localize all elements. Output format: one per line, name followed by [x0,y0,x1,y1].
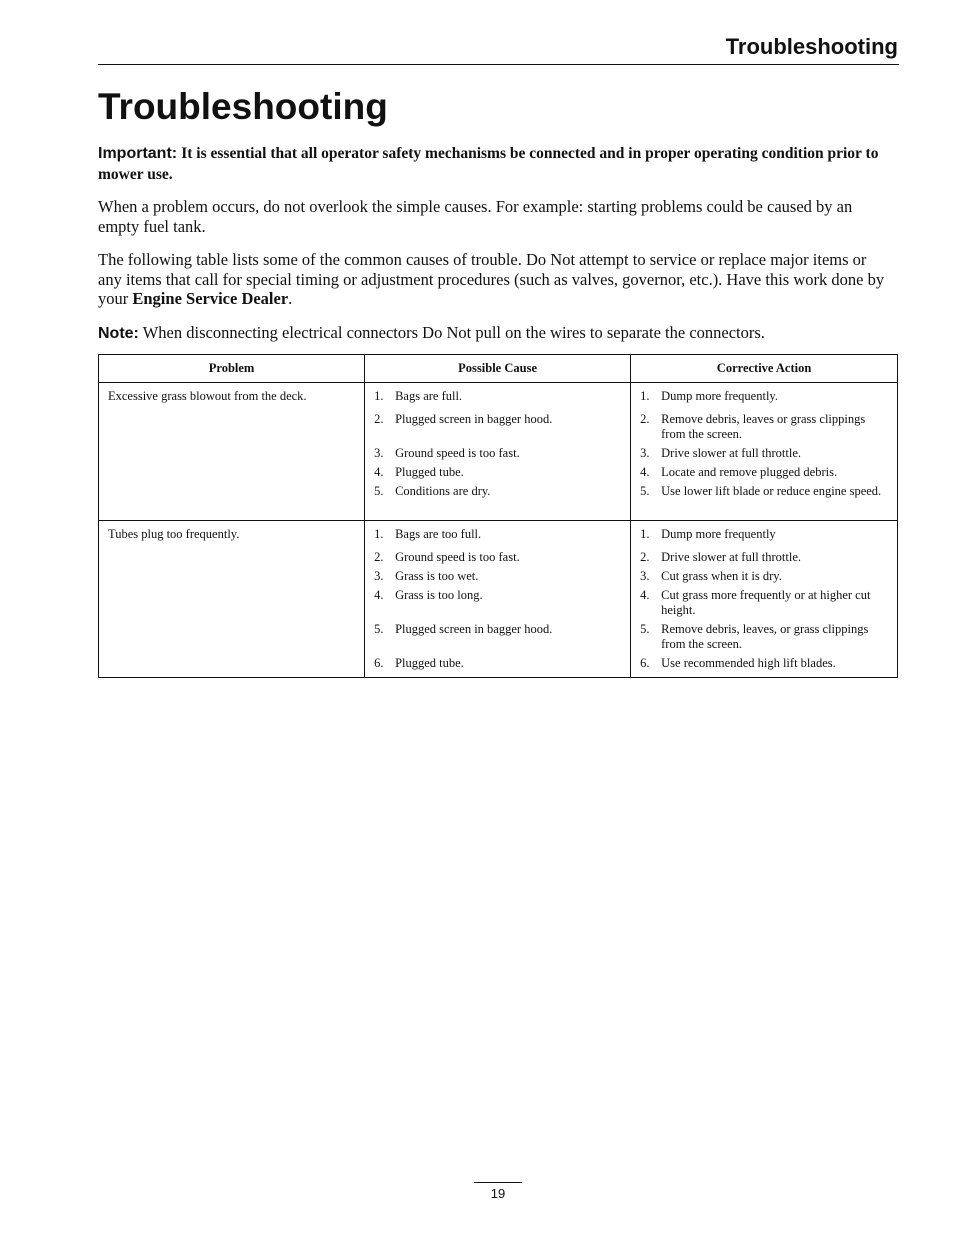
action-cell [631,521,898,678]
item-number: 1. [374,527,384,541]
item-number: 1. [640,527,650,541]
action-text: Use lower lift blade or reduce engine speed. [661,484,882,498]
list-item [640,569,889,588]
important-label: Important: [98,145,178,162]
list-item [374,622,622,656]
list-item [640,550,889,569]
list-item [640,622,889,656]
list-item [374,465,622,484]
list-item [374,484,622,514]
important-notice [98,143,893,184]
list-item [374,588,622,622]
item-number: 5. [374,622,384,636]
header-possible-cause: Possible Cause [365,355,631,383]
cause-text: Conditions are dry. [395,484,491,498]
cause-text: Plugged tube. [395,656,464,670]
note-label: Note: [98,325,139,342]
list-item [640,446,889,465]
table-intro-text: The following table lists some of the common causes of trouble. Do Not attempt to service or replace major items or any items that call for special timing or adjustment procedures (such as valves, governor, etc.). Have this work done by your [98,250,885,308]
item-number: 4. [640,465,650,479]
action-text: Dump more frequently [661,527,776,541]
action-list [640,389,889,514]
action-text: Drive slower at full throttle. [661,550,802,564]
item-number: 4. [374,465,384,479]
item-number: 5. [640,484,650,498]
list-item [374,569,622,588]
cause-text: Plugged tube. [395,465,464,479]
table-row [99,521,898,678]
cause-text: Grass is too long. [395,588,483,602]
item-number: 2. [640,412,650,426]
cause-list [374,527,622,671]
engine-service-dealer-emphasis: Engine Service Dealer [132,289,289,308]
list-item [374,389,622,412]
cause-cell [365,383,631,521]
important-text: It is essential that all operator safety mechanisms be connected and in proper operating condition prior to mower use. [98,145,879,183]
table-header-row [99,355,898,383]
list-item [640,412,889,446]
item-number: 2. [640,550,650,564]
action-text: Dump more frequently. [661,389,778,403]
action-text: Drive slower at full throttle. [661,446,802,460]
list-item [374,550,622,569]
list-item [640,656,889,671]
list-item [640,527,889,550]
list-item [640,484,889,514]
list-item [640,389,889,412]
list-item [640,465,889,484]
list-item [374,527,622,550]
table-row [99,383,898,521]
cause-list [374,389,622,514]
note-text: When disconnecting electrical connectors Do Not pull on the wires to separate the connectors. [142,323,765,342]
cause-text: Plugged screen in bagger hood. [395,412,553,426]
cause-text: Grass is too wet. [395,569,479,583]
action-text: Remove debris, leaves, or grass clippings from the screen. [661,622,869,651]
problem-cell: Tubes plug too frequently. [99,521,365,678]
page-title: Troubleshooting [98,86,388,127]
cause-text: Plugged screen in bagger hood. [395,622,553,636]
item-number: 4. [640,588,650,602]
header-problem: Problem [99,355,365,383]
item-number: 3. [640,569,650,583]
item-number: 3. [640,446,650,460]
header-divider [98,64,899,65]
list-item [640,588,889,622]
note-notice [98,323,893,344]
action-text: Use recommended high lift blades. [661,656,836,670]
action-list [640,527,889,671]
simple-causes-paragraph: When a problem occurs, do not overlook the simple causes. For example: starting problems could be caused by an empty fuel tank. [98,197,853,236]
item-number: 5. [640,622,650,636]
cause-cell [365,521,631,678]
item-number: 2. [374,550,384,564]
page-number: 19 [490,1186,506,1201]
item-number: 2. [374,412,384,426]
table-intro-paragraph [98,250,893,309]
item-number: 3. [374,569,384,583]
item-number: 4. [374,588,384,602]
item-number: 6. [374,656,384,670]
item-number: 1. [374,389,384,403]
item-number: 5. [374,484,384,498]
section-header-title: Troubleshooting [725,34,898,59]
troubleshooting-table [98,354,898,678]
list-item [374,446,622,465]
list-item [374,656,622,671]
table-intro-end: . [288,289,293,308]
list-item [374,412,622,446]
action-text: Locate and remove plugged debris. [661,465,838,479]
footer-divider [474,1182,522,1183]
item-number: 6. [640,656,650,670]
action-text: Cut grass when it is dry. [661,569,782,583]
item-number: 1. [640,389,650,403]
cause-text: Ground speed is too fast. [395,550,520,564]
cause-text: Ground speed is too fast. [395,446,520,460]
cause-text: Bags are full. [395,389,463,403]
header-corrective-action: Corrective Action [631,355,898,383]
action-cell [631,383,898,521]
cause-text: Bags are too full. [395,527,482,541]
action-text: Remove debris, leaves or grass clippings from the screen. [661,412,866,441]
item-number: 3. [374,446,384,460]
action-text: Cut grass more frequently or at higher cut height. [661,588,871,617]
problem-cell: Excessive grass blowout from the deck. [99,383,365,521]
